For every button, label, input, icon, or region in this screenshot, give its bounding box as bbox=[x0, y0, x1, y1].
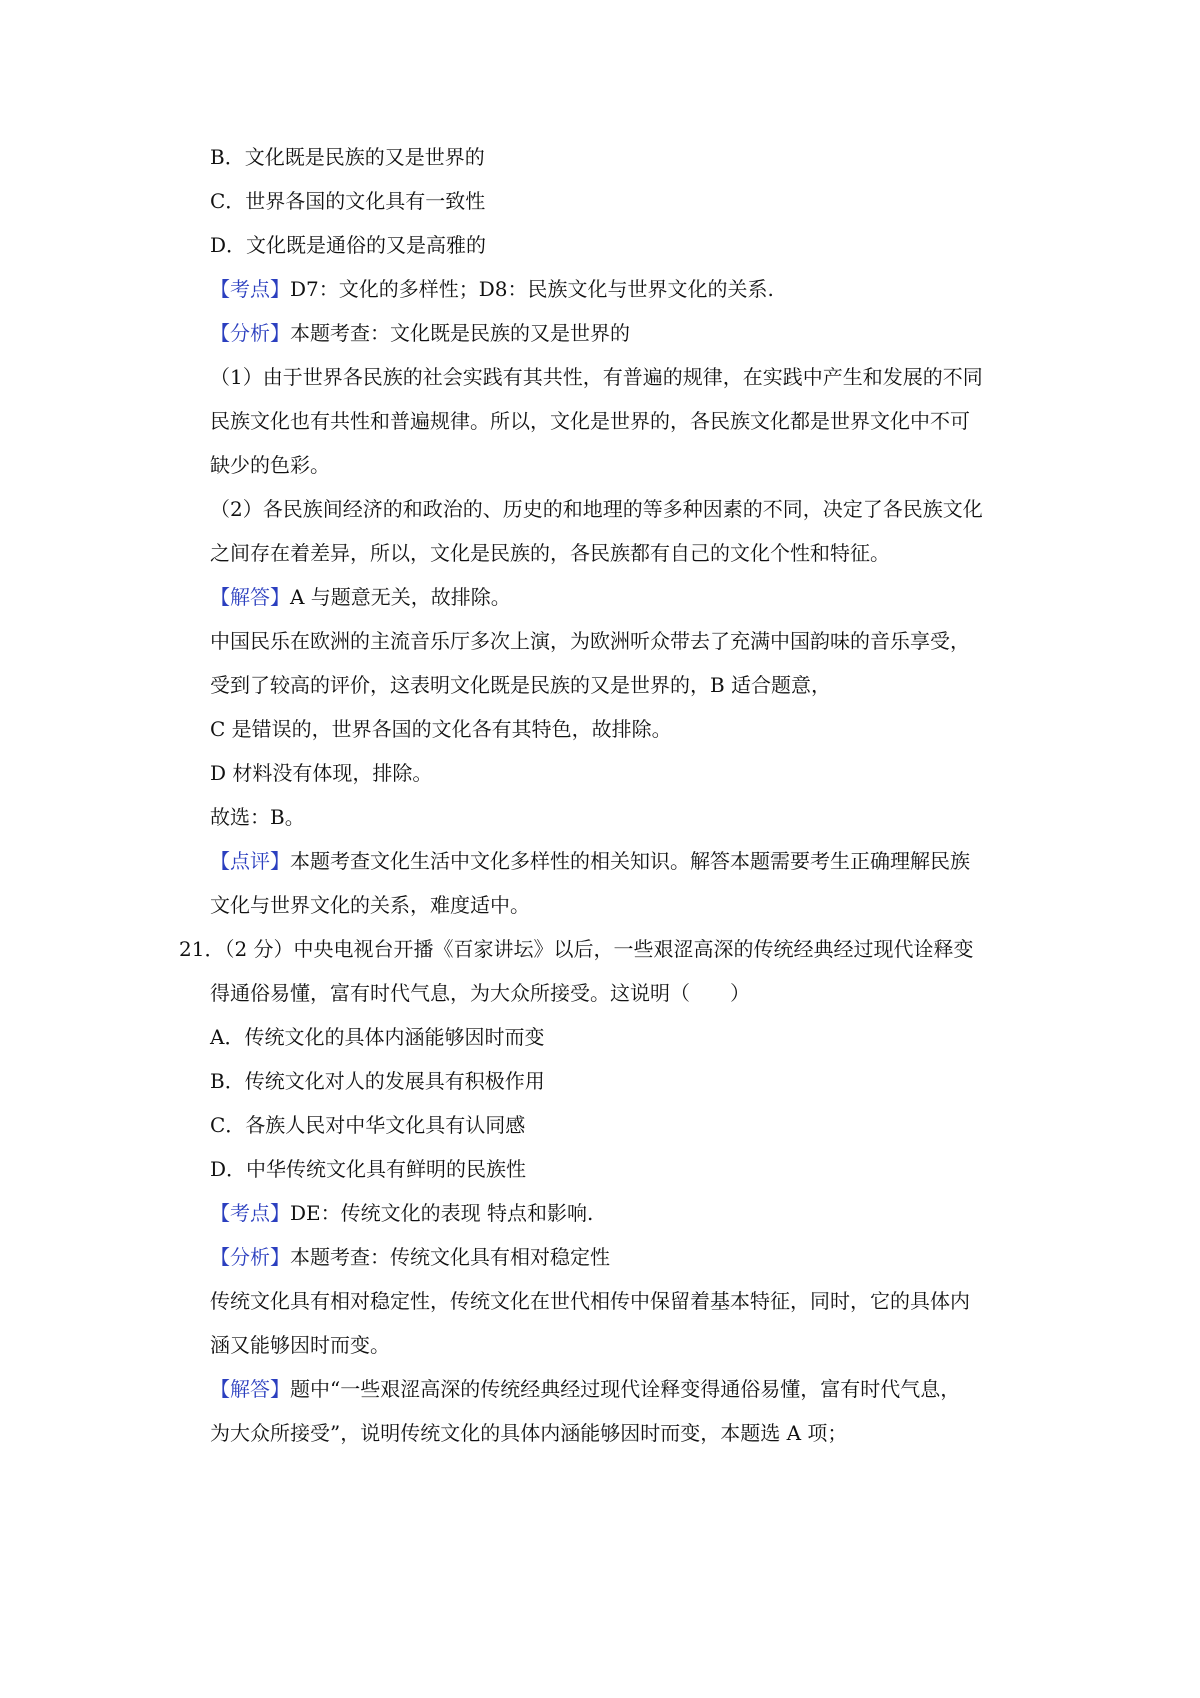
fenxi-text: 本题考查：文化既是民族的又是世界的 bbox=[290, 321, 630, 345]
q20-dianping bbox=[210, 847, 970, 875]
q20-fenxi bbox=[210, 319, 630, 347]
q20-jieda-line3: C 是错误的，世界各国的文化各有其特色，故排除。 bbox=[210, 717, 672, 741]
q20-jieda-line2: 受到了较高的评价，这表明文化既是民族的又是世界的，B 适合题意， bbox=[210, 673, 832, 697]
q20-option-d: D．文化既是通俗的又是高雅的 bbox=[210, 233, 487, 257]
jieda-text: 题中“一些艰涩高深的传统经典经过现代诠释变得通俗易懂，富有时代气息， bbox=[290, 1377, 961, 1401]
dianping-label: 【点评】 bbox=[210, 849, 290, 873]
q20-jieda-line4: D 材料没有体现，排除。 bbox=[210, 761, 433, 785]
q20-option-c: C．世界各国的文化具有一致性 bbox=[210, 189, 486, 213]
q21-stem-line1: 21．（2 分）中央电视台开播《百家讲坛》以后，一些艰涩高深的传统经典经过现代诠释变 bbox=[179, 937, 974, 961]
dianping-text: 本题考查文化生活中文化多样性的相关知识。解答本题需要考生正确理解民族 bbox=[290, 849, 970, 873]
q21-option-d: D．中华传统文化具有鲜明的民族性 bbox=[210, 1157, 527, 1181]
fenxi-label: 【分析】 bbox=[210, 1245, 290, 1269]
q20-option-b: B．文化既是民族的又是世界的 bbox=[210, 145, 485, 169]
q20-fenxi-p2-line1: （2）各民族间经济的和政治的、历史的和地理的等多种因素的不同，决定了各民族文化 bbox=[210, 497, 983, 521]
kaodian-text: D7：文化的多样性；D8：民族文化与世界文化的关系. bbox=[290, 277, 774, 301]
kaodian-text: DE：传统文化的表现 特点和影响. bbox=[290, 1201, 594, 1225]
q21-kaodian bbox=[210, 1199, 593, 1227]
jieda-text: A 与题意无关，故排除。 bbox=[290, 585, 511, 609]
q21-jieda bbox=[210, 1375, 960, 1403]
q21-jieda-line2: 为大众所接受”，说明传统文化的具体内涵能够因时而变，本题选 A 项； bbox=[210, 1421, 848, 1445]
q20-fenxi-p1-line3: 缺少的色彩。 bbox=[210, 453, 330, 477]
q21-fenxi-line1: 传统文化具有相对稳定性，传统文化在世代相传中保留着基本特征，同时，它的具体内 bbox=[210, 1289, 970, 1313]
q20-jieda bbox=[210, 583, 511, 611]
q21-fenxi bbox=[210, 1243, 610, 1271]
jieda-label: 【解答】 bbox=[210, 1377, 290, 1401]
kaodian-label: 【考点】 bbox=[210, 1201, 290, 1225]
q20-dianping-line2: 文化与世界文化的关系，难度适中。 bbox=[210, 893, 530, 917]
q20-fenxi-p1-line2: 民族文化也有共性和普遍规律。所以，文化是世界的，各民族文化都是世界文化中不可 bbox=[210, 409, 970, 433]
fenxi-label: 【分析】 bbox=[210, 321, 290, 345]
q20-jieda-line5: 故选：B。 bbox=[210, 805, 305, 829]
q21-stem-line2: 得通俗易懂，富有时代气息，为大众所接受。这说明（ ） bbox=[210, 981, 750, 1005]
q20-fenxi-p1-line1: （1）由于世界各民族的社会实践有其共性，有普遍的规律，在实践中产生和发展的不同 bbox=[210, 365, 983, 389]
q20-fenxi-p2-line2: 之间存在着差异，所以，文化是民族的，各民族都有自己的文化个性和特征。 bbox=[210, 541, 890, 565]
q21-option-b: B．传统文化对人的发展具有积极作用 bbox=[210, 1069, 545, 1093]
kaodian-label: 【考点】 bbox=[210, 277, 290, 301]
q21-option-a: A．传统文化的具体内涵能够因时而变 bbox=[210, 1025, 545, 1049]
q20-jieda-line1: 中国民乐在欧洲的主流音乐厅多次上演，为欧洲听众带去了充满中国韵味的音乐享受， bbox=[210, 629, 970, 653]
q21-fenxi-line2: 涵又能够因时而变。 bbox=[210, 1333, 390, 1357]
q20-kaodian bbox=[210, 275, 774, 303]
q21-option-c: C．各族人民对中华文化具有认同感 bbox=[210, 1113, 526, 1137]
fenxi-text: 本题考查：传统文化具有相对稳定性 bbox=[290, 1245, 610, 1269]
jieda-label: 【解答】 bbox=[210, 585, 290, 609]
